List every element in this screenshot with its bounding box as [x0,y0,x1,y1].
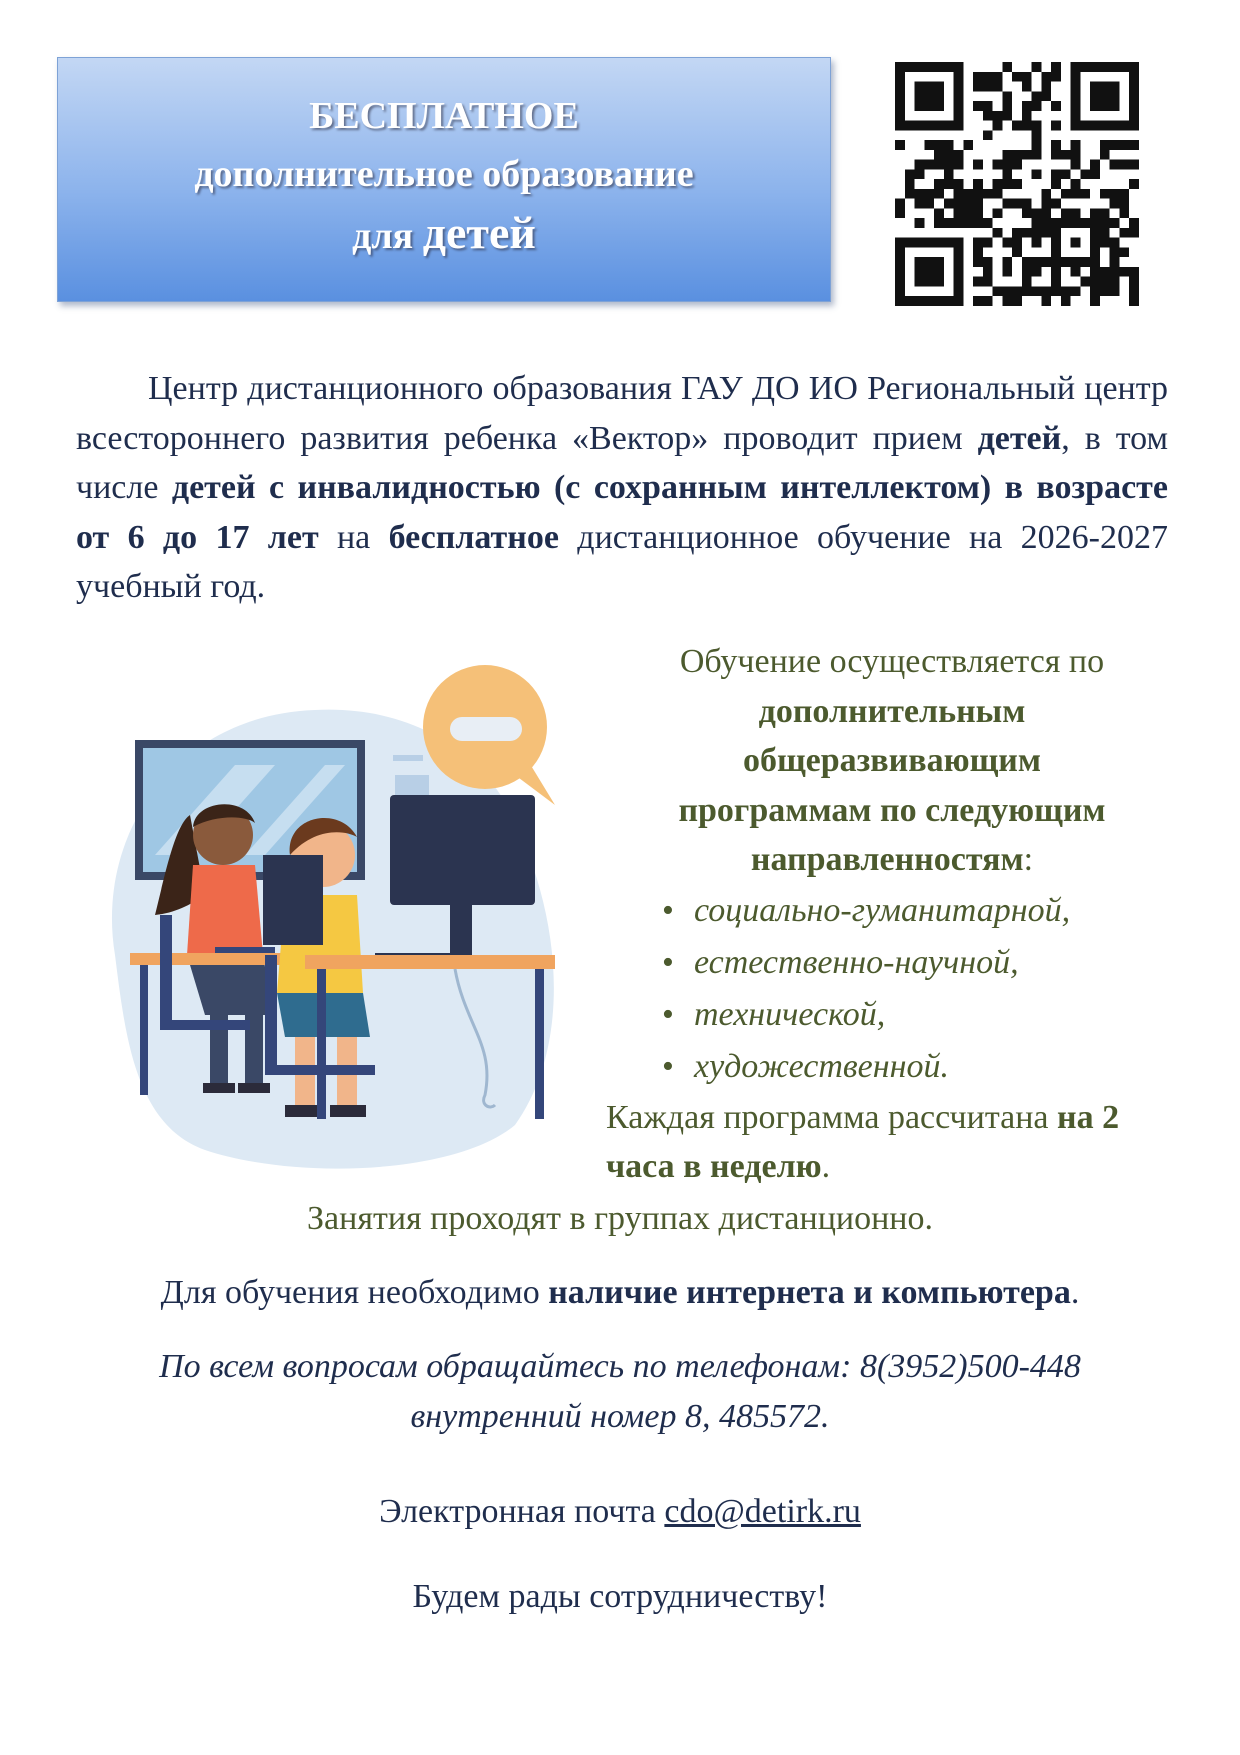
bullet-icon: • [662,943,674,981]
hours-text-pre: Каждая программа рассчитана [606,1098,1057,1136]
requirements-post: . [1070,1274,1080,1311]
groups-note: Занятия проходят в группах дистанционно. [307,1200,933,1237]
contact-phone-line-1: По всем вопросам обращайтесь по телефонам: 8(3952)500-448 [159,1348,1081,1385]
programs-block [606,637,1162,1192]
qr-code-image[interactable] [895,62,1139,306]
intro-text-1: Центр дистанционного образования ГАУ ДО ИО Региональный центр всестороннего развития ребенка «Вектор» проводит прием [76,370,1168,457]
intro-text-4: дистанционное обучение на 2026-2027 учебный год. [76,518,1168,605]
banner-line-3-small: для [352,215,423,257]
programs-bold-line-2: общеразвивающим [742,742,1042,779]
bullet-icon: • [662,1047,674,1085]
direction-label: естественно-научной, [694,943,1019,981]
intro-bold-disabled-children: детей с инвалидностью (с сохранным интеллектом) в возрасте от 6 до 17 лет [76,469,1168,556]
intro-text-3: на [318,518,389,556]
title-banner [57,57,831,302]
contact-phone-line-2: внутренний номер 8, 485572. [410,1398,830,1435]
email-label: Электронная почта [379,1493,665,1530]
requirements-pre: Для обучения необходимо [160,1274,549,1311]
banner-line-3 [58,206,830,259]
requirements-note [0,1268,1240,1317]
contact-phone [0,1342,1240,1442]
intro-text-2: , в том числе [76,419,1168,506]
programs-bold-line-3: программам по следующим [678,791,1106,829]
direction-label: социально-гуманитарной, [694,891,1071,929]
children-at-computers-illustration [95,655,605,1175]
hours-per-week [606,1093,1166,1192]
intro-bold-children: детей [977,419,1062,457]
direction-label: технической, [694,995,886,1033]
list-item [622,885,1162,937]
hours-text-bold: на 2 часа в неделю [606,1098,1120,1185]
hours-text-post: . [821,1148,831,1185]
programs-bold-lines [622,687,1162,885]
programs-lead: Обучение осуществляется по [679,643,1105,680]
programs-colon: : [1023,841,1034,878]
directions-list [622,885,1162,1093]
intro-bold-free: бесплатное [388,518,559,556]
list-item [622,1041,1162,1093]
contact-email [0,1487,1240,1536]
direction-label: художественной. [694,1047,949,1085]
bullet-icon: • [662,995,674,1033]
bullet-icon: • [662,891,674,929]
programs-bold-line-1: дополнительным [758,692,1026,730]
programs-bold-line-4: направленностям [750,841,1024,878]
closing-note: Будем рады сотрудничеству! [412,1578,828,1615]
intro-paragraph [76,364,1168,612]
banner-line-1: БЕСПЛАТНОЕ [309,95,579,137]
banner-line-2: дополнительное образование [194,153,694,195]
list-item [622,937,1162,989]
requirements-bold: наличие интернета и компьютера [548,1274,1071,1311]
banner-line-3-big: детей [422,207,536,258]
email-link[interactable]: cdo@detirk.ru [664,1493,861,1530]
list-item [622,989,1162,1041]
